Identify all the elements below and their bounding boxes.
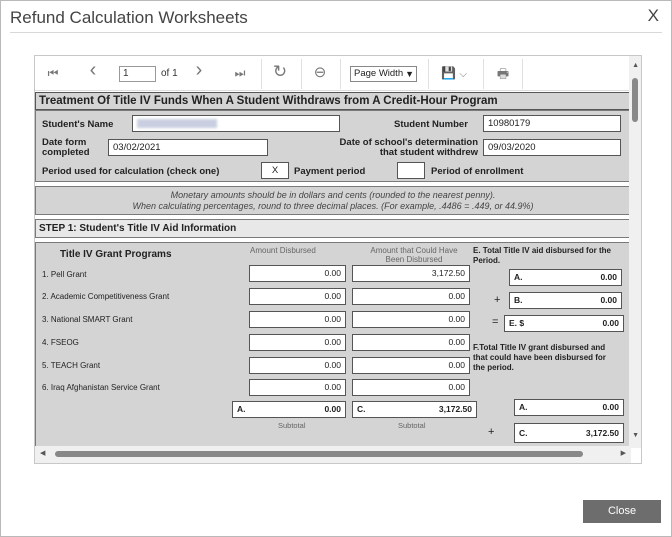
determination-date-field[interactable]: 09/03/2020	[483, 139, 621, 156]
toolbar-divider	[428, 59, 429, 89]
toolbar-divider	[301, 59, 302, 89]
program-name: 2. Academic Competitiveness Grant	[42, 292, 170, 301]
redacted-name	[137, 119, 217, 128]
determination-date-label	[306, 138, 478, 158]
scroll-left-icon[interactable]: ◀	[40, 450, 46, 457]
f-c-field[interactable]	[514, 423, 624, 443]
e-a-label: A.	[514, 272, 523, 282]
page-number-input[interactable]: 1	[119, 66, 156, 82]
form-heading: Treatment Of Title IV Funds When A Student Withdraws from A Credit-Hour Program	[39, 95, 498, 107]
e-header-line1: E. Total Title IV aid disbursed for the	[473, 246, 611, 255]
last-page-icon[interactable]: ⏭	[234, 66, 246, 80]
plus-sign: +	[488, 426, 495, 438]
toolbar-divider	[483, 59, 484, 89]
program-name: 4. FSEOG	[42, 338, 79, 347]
f-a-label: A.	[519, 402, 528, 412]
f-a-field[interactable]	[514, 399, 624, 416]
instructions-box	[35, 186, 631, 215]
period-label: Period used for calculation (check one)	[42, 166, 220, 177]
scroll-up-icon[interactable]: ▲	[632, 62, 639, 69]
f-a-value: 0.00	[602, 402, 619, 412]
student-info-box	[35, 110, 631, 182]
iasg-could-field[interactable]: 0.00	[352, 379, 470, 396]
report-content	[35, 92, 631, 448]
determination-label-line2: that student withdrew	[379, 147, 478, 158]
student-number-field[interactable]: 10980179	[483, 115, 621, 132]
dialog-close-icon[interactable]: X	[647, 6, 659, 25]
title-divider	[10, 32, 662, 33]
enrollment-period-label: Period of enrollment	[431, 166, 524, 177]
note-line-1: Monetary amounts should be in dollars and cents (rounded to the nearest penny).	[170, 190, 496, 200]
back-icon[interactable]: ⊖	[313, 64, 327, 81]
student-name-label: Student's Name	[42, 119, 114, 130]
f-header	[473, 343, 606, 373]
subtotal-c-field[interactable]	[352, 401, 477, 418]
smart-disbursed-field[interactable]: 0.00	[249, 311, 346, 328]
date-completed-label	[42, 138, 90, 158]
fseog-could-field[interactable]: 0.00	[352, 334, 470, 351]
prev-page-icon[interactable]: ‹	[89, 59, 97, 81]
enrollment-period-checkbox[interactable]	[397, 162, 425, 179]
pell-could-field[interactable]: 3,172.50	[352, 265, 470, 282]
step1-heading: STEP 1: Student's Title IV Aid Information	[39, 223, 237, 234]
vertical-scroll-thumb[interactable]	[632, 78, 638, 122]
fseog-disbursed-field[interactable]: 0.00	[249, 334, 346, 351]
print-icon[interactable]: 🖶	[496, 66, 510, 81]
report-toolbar	[35, 56, 631, 91]
e-header	[473, 246, 611, 266]
subtotal-c-label: C.	[357, 404, 366, 414]
student-name-field[interactable]	[132, 115, 340, 132]
acg-disbursed-field[interactable]: 0.00	[249, 288, 346, 305]
close-button[interactable]: Close	[583, 500, 661, 523]
horizontal-scrollbar[interactable]	[35, 446, 631, 463]
form-heading-box	[35, 92, 631, 110]
toolbar-divider	[340, 59, 341, 89]
save-icon[interactable]: 💾 ⌵	[441, 66, 467, 80]
subtotal-c-value: 3,172.50	[438, 404, 472, 414]
note-line-2: When calculating percentages, round to three decimal places. (For example, .4486 = .449, or 44.9%)	[132, 201, 534, 211]
f-c-label: C.	[519, 428, 528, 438]
program-name: 5. TEACH Grant	[42, 361, 101, 370]
chevron-down-icon: ▼	[405, 69, 414, 79]
e-b-field[interactable]	[509, 292, 622, 309]
e-a-field[interactable]	[509, 269, 622, 286]
subtotal-label: Subtotal	[278, 421, 306, 430]
amount-disbursed-header: Amount Disbursed	[250, 246, 316, 255]
payment-period-label: Payment period	[294, 166, 366, 177]
save-glyph: 💾	[441, 66, 456, 80]
step1-heading-box	[35, 219, 631, 238]
e-total-label: E. $	[509, 318, 525, 328]
could-have-header-line1: Amount that Could Have	[370, 246, 458, 255]
page-count-label: of 1	[161, 68, 178, 79]
smart-could-field[interactable]: 0.00	[352, 311, 470, 328]
subtotal-a-field[interactable]	[232, 401, 346, 418]
e-b-value: 0.00	[600, 295, 617, 305]
program-name: 1. Pell Grant	[42, 270, 87, 279]
iasg-disbursed-field[interactable]: 0.00	[249, 379, 346, 396]
payment-period-checkbox[interactable]: X	[261, 162, 289, 179]
step1-body	[35, 242, 631, 448]
teach-disbursed-field[interactable]: 0.00	[249, 357, 346, 374]
scroll-down-icon[interactable]: ▼	[632, 432, 639, 439]
e-total-field[interactable]	[504, 315, 624, 332]
zoom-value: Page Width	[354, 68, 404, 79]
toolbar-divider	[522, 59, 523, 89]
scroll-right-icon[interactable]: ▶	[620, 450, 626, 457]
e-header-line2: Period.	[473, 256, 501, 265]
student-number-label: Student Number	[394, 119, 468, 130]
f-header-line3: the period.	[473, 363, 514, 372]
next-page-icon[interactable]: ›	[195, 59, 203, 81]
acg-could-field[interactable]: 0.00	[352, 288, 470, 305]
refresh-icon[interactable]: ↻	[272, 62, 288, 81]
teach-could-field[interactable]: 0.00	[352, 357, 470, 374]
f-header-line1: F.Total Title IV grant disbursed and	[473, 343, 606, 352]
determination-label-line1: Date of school's determination	[339, 137, 478, 148]
report-viewer	[34, 55, 642, 464]
plus-sign: +	[494, 294, 501, 306]
f-c-value: 3,172.50	[585, 428, 619, 438]
first-page-icon[interactable]: ⏮	[47, 66, 59, 80]
dialog-title: Refund Calculation Worksheets	[10, 8, 248, 27]
date-completed-field[interactable]: 03/02/2021	[108, 139, 268, 156]
toolbar-divider	[261, 59, 262, 89]
f-header-line2: that could have been disbursed for	[473, 353, 606, 362]
pell-disbursed-field[interactable]: 0.00	[249, 265, 346, 282]
equals-sign: =	[492, 316, 499, 328]
e-b-label: B.	[514, 295, 523, 305]
grant-programs-header: Title IV Grant Programs	[60, 249, 172, 260]
could-have-header	[354, 246, 474, 264]
zoom-select[interactable]	[350, 66, 417, 82]
date-completed-label-line1: Date form	[42, 137, 87, 148]
program-name: 3. National SMART Grant	[42, 315, 133, 324]
subtotal-a-value: 0.00	[324, 404, 341, 414]
horizontal-scroll-thumb[interactable]	[55, 451, 583, 457]
e-total-value: 0.00	[602, 318, 619, 328]
program-name: 6. Iraq Afghanistan Service Grant	[42, 383, 160, 392]
date-completed-label-line2: completed	[42, 147, 90, 158]
could-have-header-line2: Been Disbursed	[385, 255, 443, 264]
e-a-value: 0.00	[600, 272, 617, 282]
subtotal-label: Subtotal	[398, 421, 426, 430]
vertical-scrollbar[interactable]	[629, 56, 641, 448]
subtotal-a-label: A.	[237, 404, 246, 414]
